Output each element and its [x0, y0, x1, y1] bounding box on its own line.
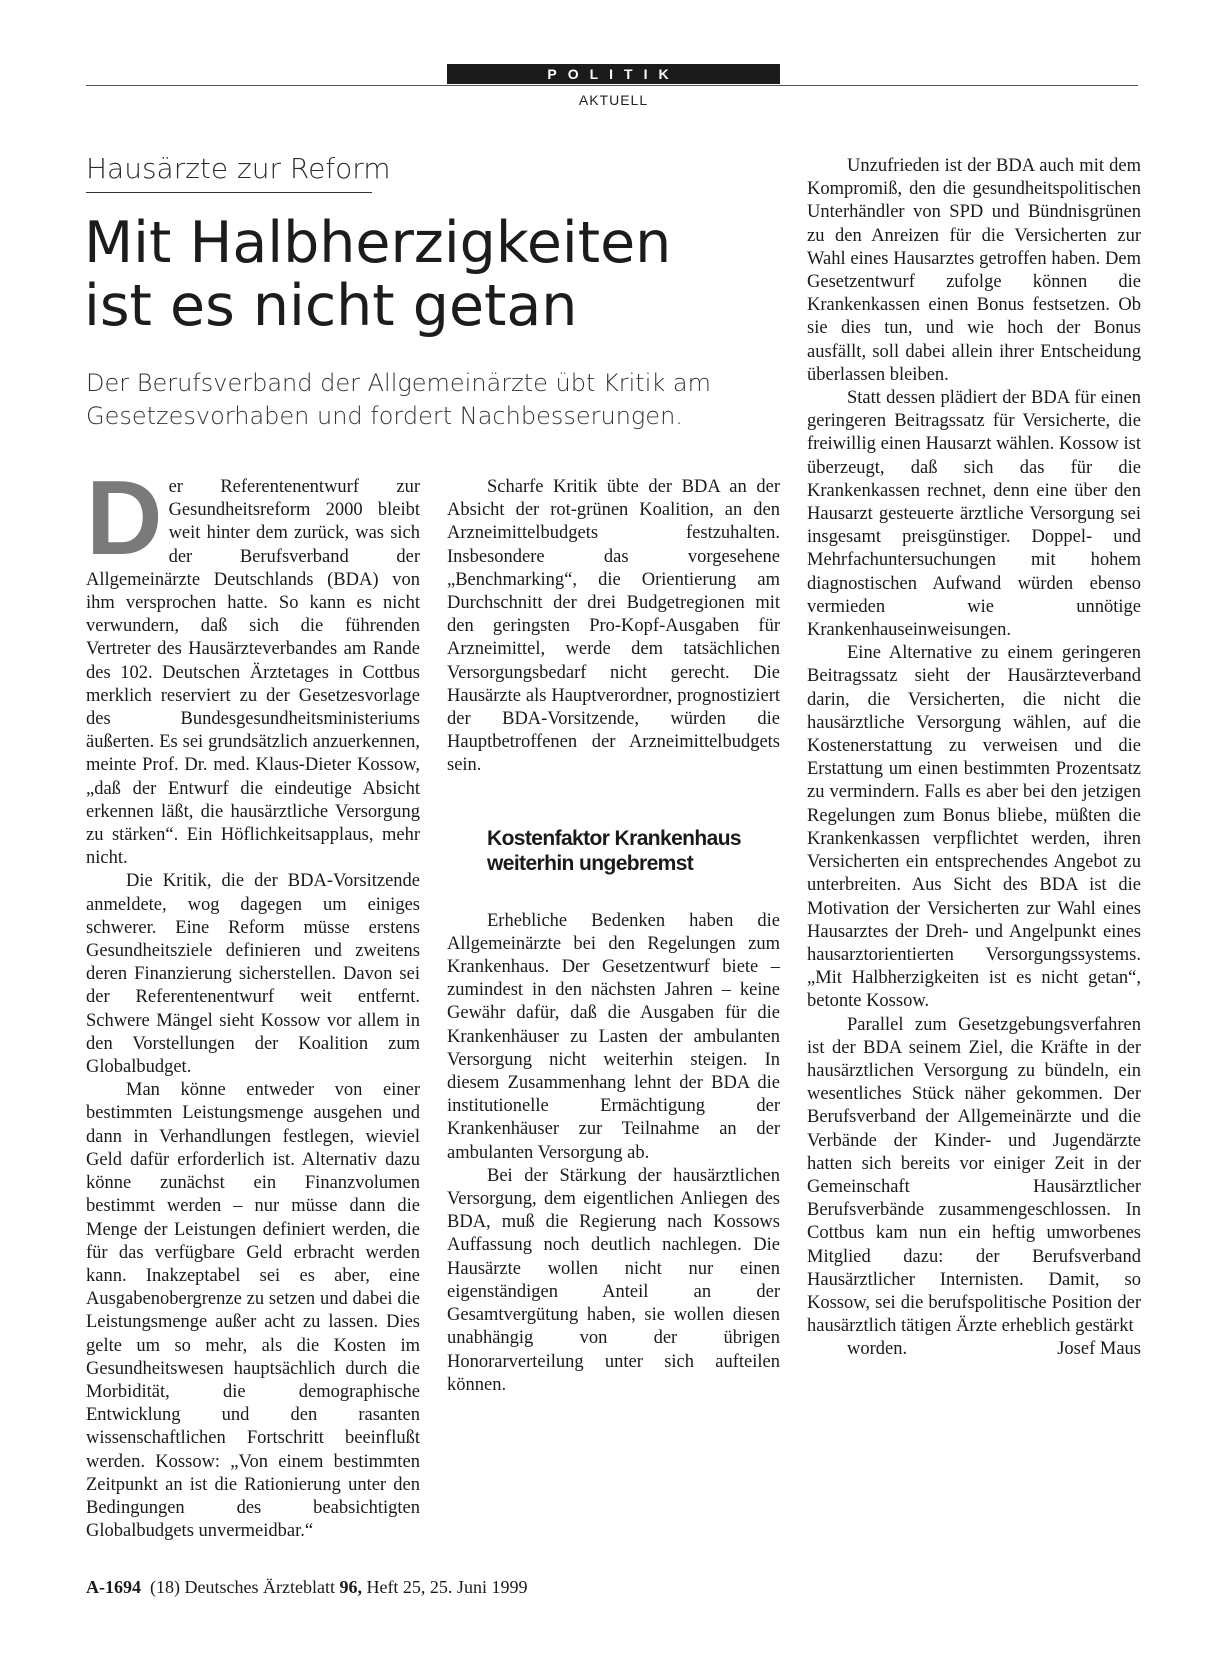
paragraph-9: Eine Alternative zu einem geringeren Beitragssatz sieht der Hausärzteverband darin, die Versicherten, die nicht die hausärztliche Versorgung wählen, auf die Kostenerstattung zu verweisen und die Erstattung um einen bestimmten Prozentsatz zu vermindern. Falls es aber bei den jetzigen Regelungen zum Bonus bliebe, müßten die Krankenkassen verpflichtet werden, ihren Versicherten ein entsprechendes Angebot zu unterbreiten. Aus Sicht des BDA ist die Motivation der Versicherten zur Wahl eines Hausarztes der Dreh- und Angelpunkt eines hausarztorientierten Versorgungssystems. „Mit Halbherzigkeiten ist es nicht getan“, betonte Kossow.: [807, 643, 1141, 1012]
drop-cap: D: [86, 459, 163, 577]
closing-line: [807, 1338, 1141, 1361]
author-name: Josef Maus: [1057, 1339, 1141, 1360]
article-lead: Der Berufsverband der Allgemeinärzte übt Kritik am Gesetzesvorhaben und fordert Nachbesserungen.: [86, 369, 711, 430]
paragraph-3: Man könne entweder von einer bestimmten Leistungsmenge ausgehen und dann in Verhandlungen festlegen, wieviel Geld dafür erforderlich ist. Alternativ dazu könne zunächst ein Finanzvolumen bestimmt werden – nur müsse dann die Menge der Leistungen definiert werden, die für das verfügbare Geld erbracht werden kann. Inakzeptabel sei es aber, eine Ausgabenobergrenze zu setzen und dabei die Leistungsmenge außer acht zu lassen. Dies gelte um so mehr, als die Kosten im Gesundheitswesen hauptsächlich durch die Morbidität, die demographische Entwicklung und den rasanten wissenschaftlichen Fortschritt beeinflußt werden. Kossow: „Von einem bestimmten Zeitpunkt an ist die Rationierung unter den Bedingungen des beabsichtigten Globalbudgets unvermeidbar.“: [86, 1080, 420, 1542]
article-kicker: Hausärzte zur Reform: [86, 152, 391, 185]
subsection-label: AKTUELL: [578, 92, 649, 108]
text-column-1: [86, 459, 420, 1543]
paragraph-8: Statt dessen plädiert der BDA für einen geringeren Beitragssatz für Versicherte, die freiwillig einen Hausarzt wählen. Kossow ist überzeugt, daß sich das für die Krankenkassen rechnet, denn eine über den Hausarzt gesteuerte ärztliche Versorgung sei insgesamt preisgünstiger. Doppel- und Mehrfachuntersuchungen mit hohem diagnostischen Aufwand würden ebenso vermieden wie unnötige Krankenhauseinweisungen.: [807, 388, 1141, 641]
subheading-line-1: Kostenfaktor Krankenhaus: [487, 826, 741, 850]
issue: Heft 25, 25. Juni 1999: [366, 1577, 528, 1597]
page-number: (18): [150, 1577, 180, 1597]
article-headline: Mit Halbherzigkeiten ist es nicht getan: [84, 210, 672, 339]
paragraph-4: Scharfe Kritik übte der BDA an der Absicht der rot-grünen Koalition, an den Arzneimittelbudgets festzuhalten. Insbesondere das vorgesehene „Benchmarking“, die Orientierung am Durchschnitt der drei Budgetregionen mit den geringsten Pro-Kopf-Ausgaben für Arzneimittel, werde dem tatsächlichen Versorgungsbedarf nicht gerecht. Die Hausärzte als Hauptverordner, prognostiziert der BDA-Vorsitzende, würden die Hauptbetroffenen der Arzneimittelbudgets sein.: [447, 477, 780, 776]
paragraph-6: Bei der Stärkung der hausärztlichen Versorgung, dem eigentlichen Anliegen des BDA, muß die Regierung nach Kossows Auffassung noch deutlich nachlegen. Die Hausärzte wollen nicht nur einen eigenständigen Anteil an der Gesamtvergütung haben, sie wollen diesen unabhängig von der übrigen Honorarverteilung unter sich aufteilen können.: [447, 1165, 780, 1395]
paragraph-5: Erhebliche Bedenken haben die Allgemeinärzte bei den Regelungen zum Krankenhaus. Der Gesetzentwurf biete – zumindest in den nächsten Jahren – keine Gewähr dafür, daß die Ausgaben für die Krankenhäuser zu Lasten der ambulanten Versorgung nicht weiterhin steigen. In diesem Zusammenhang lehnt der BDA die institutionelle Ermächtigung der Krankenhäuser zur Teilnahme an der ambulanten Versorgung ab.: [447, 910, 780, 1163]
page-footer: [86, 1577, 527, 1598]
volume: 96,: [339, 1577, 362, 1597]
header-rule: [86, 85, 1138, 86]
journal-name: Deutsches Ärzteblatt: [184, 1577, 335, 1597]
paragraph-1: [86, 459, 420, 870]
text-column-3: [807, 155, 1141, 1362]
paragraph-10: Parallel zum Gesetzgebungsverfahren ist der BDA seinem Ziel, die Kräfte in der hausärztlichen Versorgung zu bündeln, ein wesentliches Stück näher gekommen. Der Berufsverband der Allgemeinärzte und die Verbände der Kinder- und Jugendärzte hatten sich bereits vor einiger Zeit in der Gemeinschaft Hausärztlicher Berufsverbände zusammengeschlossen. In Cottbus kam nun ein heftig umworbenes Mitglied dazu: der Berufsverband Hausärztlicher Internisten. Damit, so Kossow, sei die berufspolitische Position der hausärztlich tätigen Ärzte erheblich gestärkt: [807, 1014, 1141, 1337]
paragraph-2: Die Kritik, die der BDA-Vorsitzende anmeldete, wog dagegen um einiges schwerer. Eine Reform müsse erstens Gesundheitsziele definieren und zweitens deren Finanzierung sicherstellen. Davon sei der Referentenentwurf weit entfernt. Schwere Mängel sieht Kossow vor allem in den Vorstellungen der Koalition zum Globalbudget.: [86, 871, 420, 1078]
subheading-line-2: weiterhin ungebremst: [487, 851, 694, 875]
section-subheading: [447, 826, 780, 876]
section-label: POLITIK: [447, 64, 780, 84]
paragraph-7: Unzufrieden ist der BDA auch mit dem Kompromiß, den die gesundheitspolitischen Unterhändler von SPD und Bündnisgrünen zu den Anreizen für die Versicherten zur Wahl eines Hausarztes getroffen haben. Dem Gesetzentwurf zufolge können die Krankenkassen einen Bonus festsetzen. Ob sie dies tun, und wie hoch der Bonus ausfällt, soll dabei allein ihrer Entscheidung überlassen bleiben.: [807, 156, 1141, 385]
closing-word: worden.: [847, 1339, 908, 1360]
page-code: A-1694: [86, 1577, 141, 1597]
text-column-2: [447, 476, 780, 1397]
paragraph-1-text: er Referentenentwurf zur Gesundheitsreform 2000 bleibt weit hinter dem zurück, was sich der Berufsverband der Allgemeinärzte Deutschlands (BDA) von ihm versprochen hatte. So kann es nicht verwundern, daß sich die führenden Vertreter des Hausärzteverbandes am Rande des 102. Deutschen Ärztetages in Cottbus merklich reserviert zu der Gesetzesvorlage des Bundesgesundheitsministeriums äußerten. Es sei grundsätzlich anzuerkennen, meinte Prof. Dr. med. Klaus-Dieter Kossow, „daß der Entwurf die eindeutige Absicht erkennen läßt, die hausärztliche Versorgung zu stärken“. Ein Höflichkeitsapplaus, mehr nicht.: [86, 477, 420, 869]
kicker-rule: [86, 192, 372, 193]
